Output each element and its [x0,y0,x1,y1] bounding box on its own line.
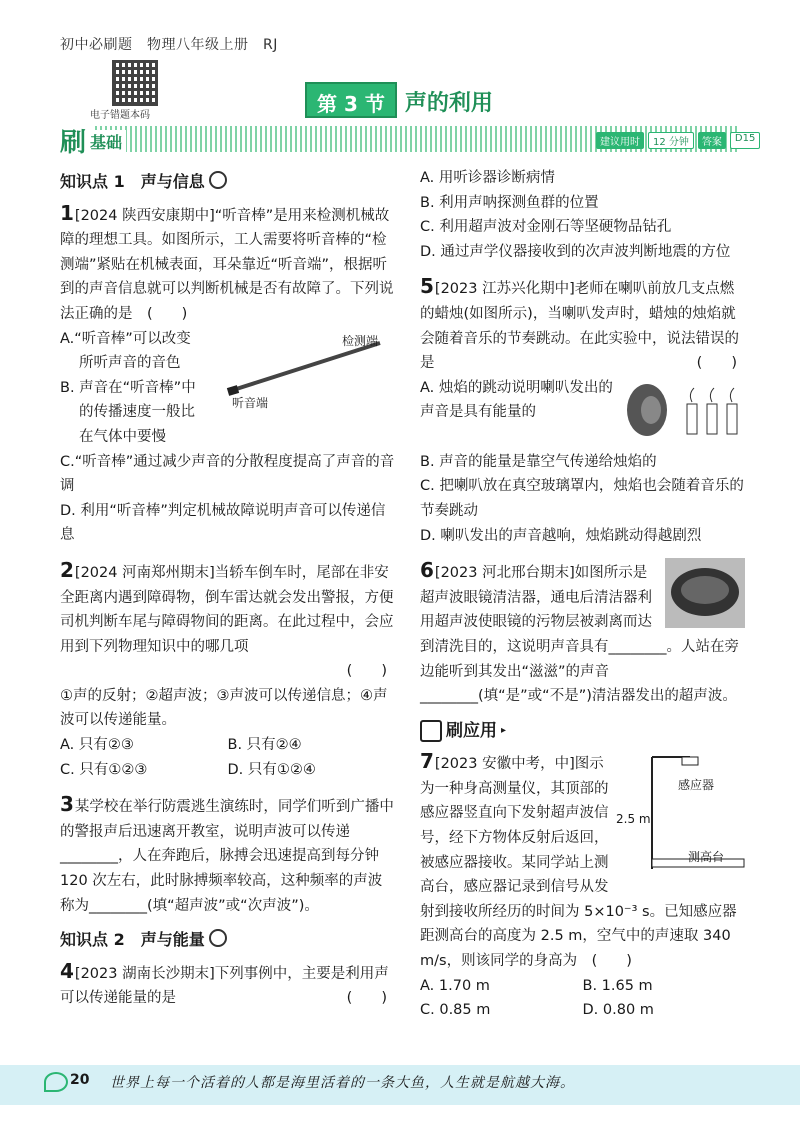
speaker-candles-figure [625,376,745,446]
option-a: A. 只有②③ [60,737,134,754]
qr-caption: 电子错题本码 [90,110,150,121]
option-d: D. 0.80 m [582,1002,654,1019]
option-b: B. 利用声呐探测鱼群的位置 [420,194,599,211]
option-a: A. 1.70 m [420,977,490,994]
qr-code-icon [112,60,158,106]
banner-main: 刷 [60,122,92,159]
question-text: [2023 河北邢台期末]如图所示是超声波眼镜清洁器，通电后清洁器利用超声波使眼镜的污物层被剥离而达到清洗目的，这说明声音具有________。人站在旁边能听到其发出“滋滋”的声音________(填“是”或“不是”)清洁器发出的超声波。 [420,565,739,705]
question-text: [2023 湖南长沙期末]下列事例中，主要是利用声可以传递能量的是 [60,965,389,1007]
time-box [596,132,760,149]
option-c: C. 只有①②③ [60,761,148,778]
app-mark-icon [420,720,442,742]
question-text: 某学校在举行防震逃生演练时，同学们听到广播中的警报声后迅速离开教室，说明声波可以传递________，人在奔跑后，脉搏会迅速提高到每分钟 120 次左右，此时脉搏频率较高，这种频率的声波称为________(填“超声波”或“次声波”)。 [60,799,394,914]
question-3 [60,792,395,918]
question-text: [2024 河南郑州期末]当轿车倒车时，尾部在非安全距离内遇到障碍物，倒车雷达就会发出警报，方便司机判断车尾与障碍物间的距离。在此过程中，会应用到下列物理知识中的哪几项 [60,564,394,655]
question-4-options [420,166,745,264]
right-column [420,166,745,1033]
time-value: 12 分钟 [648,132,694,149]
page-number: 20 [70,1072,90,1088]
section-number: 第 3 节 [305,82,397,118]
question-number: 7 [420,749,434,774]
fig-platform-label: 测高台 [688,850,725,865]
question-text: [2024 陕西安康期中]“听音棒”是用来检测机械故障的理想工具。如图所示，工人需要将听音棒的“检测端”紧贴在机械表面，耳朵靠近“听音端”，根据听到的声音信息就可以判断机械是否有故障了。下列说法正确的是 ( ) [60,207,394,322]
option-a: A.“听音棒”可以改变 [60,330,191,347]
fig-listen-label: 听音端 [232,395,269,410]
arrow-icon: ▸ [501,724,507,736]
option-b-cont: 的传播速度一般比 [79,404,195,421]
application-title: 刷应用 ▸ [420,719,745,744]
option-b: B. 1.65 m [582,977,653,994]
question-6 [420,558,745,709]
option-c: C. 把喇叭放在真空玻璃罩内，烛焰也会随着音乐的节奏跳动 [420,478,744,519]
option-a: A. 烛焰的跳动说明喇叭发出的声音是具有能量的 [420,379,613,421]
question-text: [2023 江苏兴化期中]老师在喇叭前放几支点燃的蜡烛(如图所示)，当喇叭发声时，蜡烛的烛焰就会随着音乐的节奏跳动。在此实验中，说法错误的是 [420,281,739,372]
section-name: 声的利用 [404,91,493,116]
option-d: D. 通过声学仪器接收到的次声波判断地震的方位 [420,243,731,260]
answer-label: 答案 [698,132,726,149]
question-text: [2023 安徽中考，中]图示为一种身高测量仪，其顶部的感应器竖直向下发射超声波信号，经下方物体反射后返回，被感应器接收。某同学站上测高台，感应器记录到信号从发射到接收所经历的时间为 5×10⁻³ s。已知感应器距测高台的高度为 2.5 m，空气中的声速取 340 m/s，则该同学的身高为 ( ) [420,756,737,970]
option-b-cont2: 在气体中要慢 [79,428,166,445]
fig-height-label: 2.5 m [616,812,651,827]
book-header: 初中必刷题 物理八年级上册 RJ [60,37,278,53]
question-number: 6 [420,558,434,583]
answer-paren: ( ) [346,663,387,680]
question-1 [60,201,395,548]
fig-sensor-label: 感应器 [678,778,715,793]
question-4 [60,959,395,1011]
footer-motto: 世界上每一个活着的人都是海里活着的一条大鱼，人生就是航越大海。 [110,1075,575,1091]
question-number: 2 [60,557,74,582]
target-icon [209,929,227,947]
answer-value: D15 [730,132,760,149]
answer-paren: ( ) [696,355,737,372]
answer-paren: ( ) [346,990,387,1007]
ultrasonic-cleaner-figure [665,558,745,628]
left-column [60,166,395,1021]
question-5 [420,274,745,548]
knowledge-point-1: 知识点 1 声与信息 [60,170,395,195]
option-d: D. 利用“听音棒”判定机械故障说明声音可以传递信息 [60,502,386,544]
fig-detect-label: 检测端 [342,333,379,348]
question-7 [420,749,745,1023]
question-number: 3 [60,792,74,817]
time-label: 建议用时 [596,132,644,149]
option-c: C. 利用超声波对金刚石等坚硬物品钻孔 [420,219,672,236]
question-number: 1 [60,200,74,225]
option-b: B. 只有②④ [227,737,302,754]
knowledge-point-2: 知识点 2 声与能量 [60,928,395,953]
option-b: B. 声音在“听音棒”中 [60,379,196,396]
option-b: B. 声音的能量是靠空气传递给烛焰的 [420,453,657,470]
banner-sub: 基础 [90,130,126,153]
option-a: A. 用听诊器诊断病情 [420,170,555,186]
question-number: 5 [420,274,434,299]
target-icon [209,171,227,189]
question-items: ①声的反射；②超声波；③声波可以传递信息；④声波可以传递能量。 [60,687,388,729]
section-title [305,82,503,118]
option-c: C. 0.85 m [420,1002,491,1019]
option-a-cont: 所听声音的音色 [79,355,181,372]
option-d: D. 喇叭发出的声音越响，烛焰跳动得越剧烈 [420,527,702,544]
question-number: 4 [60,958,74,983]
question-2 [60,558,395,782]
option-d: D. 只有①②④ [227,761,316,778]
option-c: C.“听音棒”通过减少声音的分散程度提高了声音的音调 [60,453,395,495]
leaf-icon [44,1072,68,1092]
